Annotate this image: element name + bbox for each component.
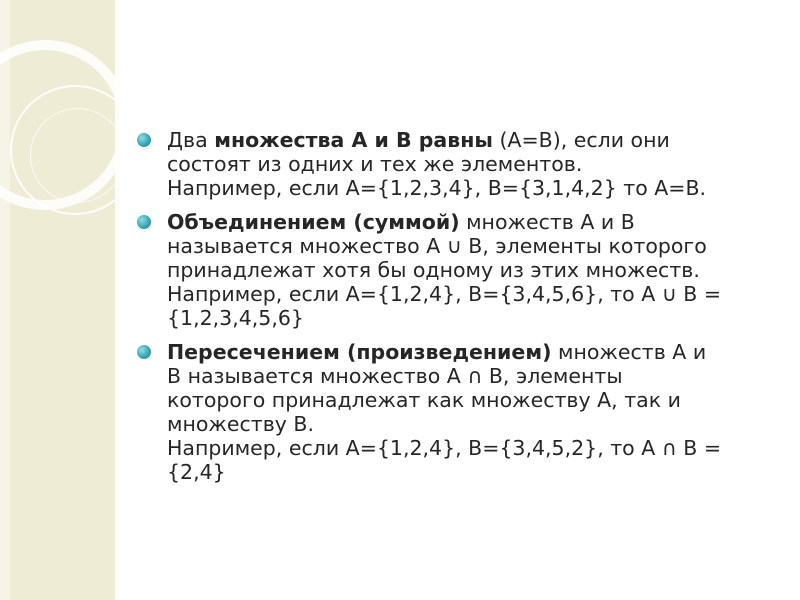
bullet-icon — [137, 133, 151, 147]
decorative-side-panel — [0, 0, 115, 600]
text-line: которого принадлежат как множеству А, так и — [167, 388, 681, 412]
text-line: Например, если А={1,2,3,4}, В={3,1,4,2} то А=В. — [167, 176, 707, 200]
bullet-item-union — [135, 210, 775, 330]
text-line: множеству В. — [167, 412, 315, 436]
text-line: Например, если А={1,2,4}, В={3,4,5,6}, то А ∪ В = — [167, 282, 722, 306]
bullet-icon — [137, 345, 151, 359]
decorative-ring-icon — [30, 108, 125, 203]
bold-term: множества А и В равны — [214, 128, 493, 152]
text-line: Пересечением (произведением) множеств А и — [167, 340, 707, 364]
text-line: Два множества А и В равны (А=В), если они — [167, 128, 670, 152]
text-line: состоят из одних и тех же элементов. — [167, 152, 583, 176]
bold-term: Объединением (суммой) — [167, 210, 460, 234]
text-line: {2,4} — [167, 460, 226, 484]
bold-term: Пересечением (произведением) — [167, 340, 552, 364]
bullet-item-equal-sets — [135, 128, 775, 200]
bullet-icon — [137, 215, 151, 229]
text-line: {1,2,3,4,5,6} — [167, 306, 304, 330]
text-line: Объединением (суммой) множеств А и В — [167, 210, 635, 234]
text-line: В называется множество А ∩ В, элементы — [167, 364, 623, 388]
text-line: принадлежат хотя бы одному из этих множеств. — [167, 258, 700, 282]
bullet-item-intersection — [135, 340, 775, 484]
text-line: Например, если А={1,2,4}, В={3,4,5,2}, то А ∩ В = — [167, 436, 722, 460]
slide-content — [135, 128, 775, 494]
text-line: называется множество А ∪ В, элементы которого — [167, 234, 707, 258]
